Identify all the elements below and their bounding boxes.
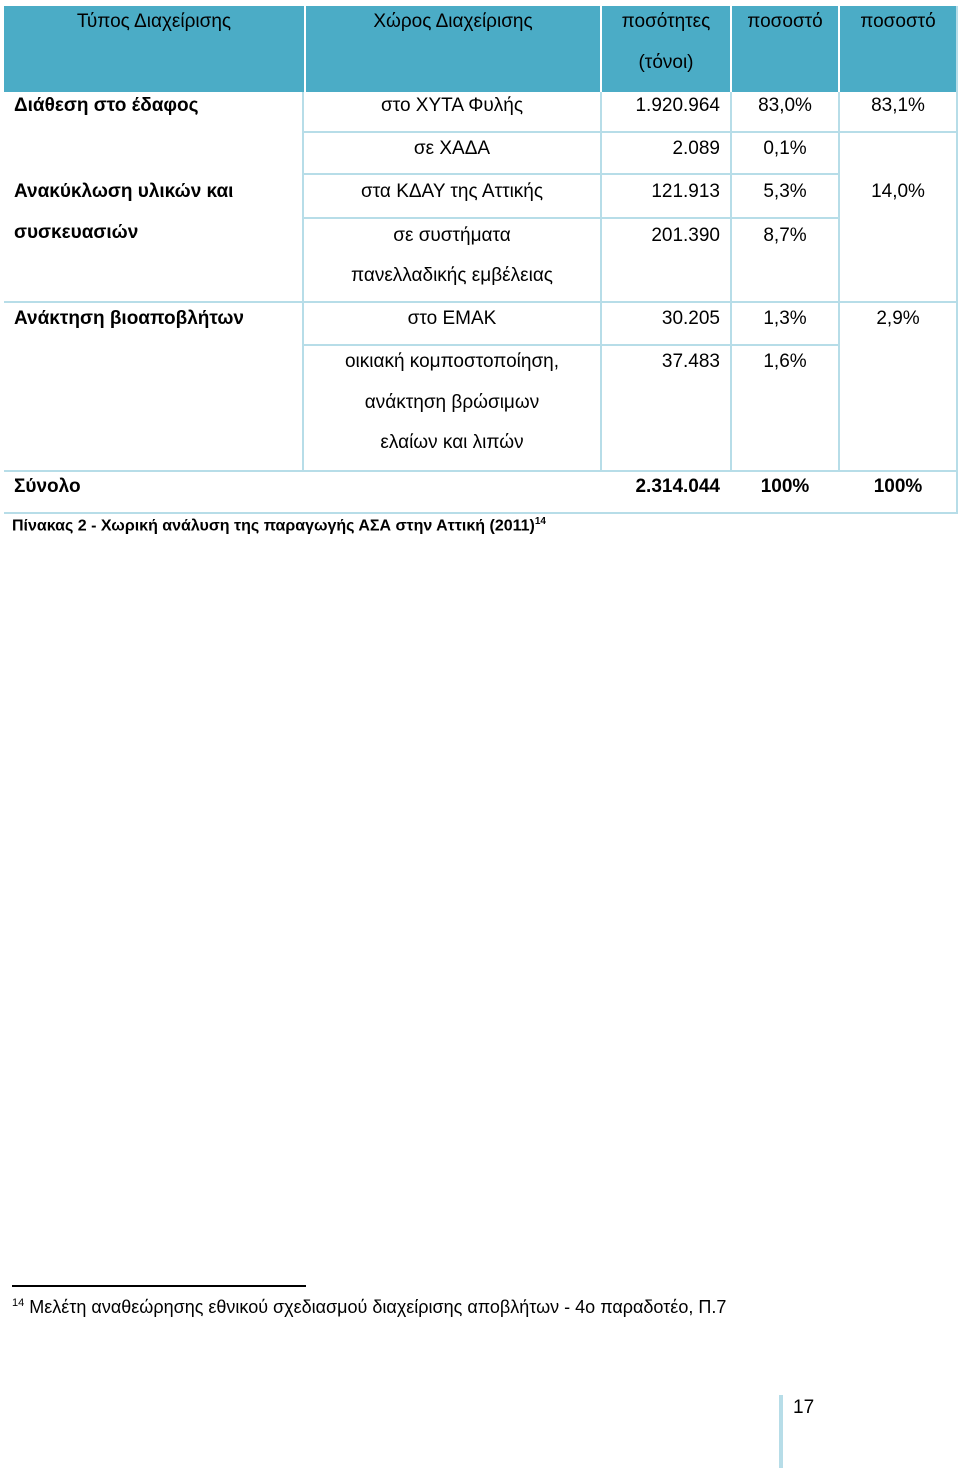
row-divider [304, 131, 958, 133]
table-bottom-border [4, 512, 958, 514]
cell-qty: 2.089 [672, 138, 720, 159]
row-divider [4, 301, 958, 303]
cell-type: Ανακύκλωση υλικών και [14, 181, 234, 202]
column-divider [838, 92, 840, 472]
header-qty: ποσότητες [621, 11, 711, 32]
cell-place: στο ΕΜΑΚ [407, 308, 497, 329]
cell-place: στα ΚΔΑΥ της Αττικής [360, 181, 544, 202]
cell-pct: 8,7% [763, 225, 807, 246]
cell-qty: 1.920.964 [635, 95, 720, 116]
cell-group-pct: 83,1% [871, 95, 925, 116]
cell-place-continued: ανάκτηση βρώσιμων [364, 392, 540, 413]
table-right-border [956, 6, 958, 514]
table-caption [12, 516, 546, 535]
cell-pct: 0,1% [763, 138, 807, 159]
cell-qty: 30.205 [661, 308, 720, 329]
cell-place-continued: πανελλαδικής εμβέλειας [351, 265, 553, 286]
total-pct: 100% [760, 476, 810, 497]
footnote [12, 1297, 726, 1318]
footnote-separator [12, 1285, 306, 1287]
cell-type-continued: συσκευασιών [14, 222, 139, 243]
cell-place: σε συστήματα [393, 225, 511, 246]
footnote-number: 14 [12, 1297, 25, 1309]
page-number: 17 [793, 1397, 815, 1418]
cell-pct: 1,3% [763, 308, 807, 329]
total-group-pct: 100% [873, 476, 923, 497]
page-number-bar [779, 1395, 783, 1468]
cell-place-continued: ελαίων και λιπών [380, 432, 524, 453]
cell-type: Ανάκτηση βιοαποβλήτων [14, 308, 244, 329]
header-qty-unit: (τόνοι) [638, 52, 694, 73]
header-pct1: ποσοστό [747, 11, 823, 32]
row-divider [304, 173, 840, 175]
row-divider [304, 217, 840, 219]
footnote-text: Μελέτη αναθεώρησης εθνικού σχεδιασμού διαχείρισης αποβλήτων - 4ο παραδοτέο, Π.7 [29, 1297, 727, 1317]
header-type: Τύπος Διαχείρισης [76, 11, 232, 32]
cell-place: οικιακή κομποστοποίηση, [344, 351, 560, 372]
cell-group-pct: 2,9% [876, 308, 920, 329]
cell-pct: 1,6% [763, 351, 807, 372]
cell-qty: 37.483 [661, 351, 720, 372]
footnote-reference: 14 [534, 516, 546, 527]
total-qty: 2.314.044 [635, 476, 720, 497]
total-label: Σύνολο [14, 476, 81, 497]
row-divider [304, 344, 840, 346]
cell-pct: 5,3% [763, 181, 807, 202]
header-place: Χώρος Διαχείρισης [373, 11, 533, 32]
row-divider [4, 470, 958, 472]
cell-group-pct: 14,0% [871, 181, 925, 202]
header-pct2: ποσοστό [860, 11, 936, 32]
table-caption-text: Πίνακας 2 - Χωρική ανάλυση της παραγωγής ΑΣΑ στην Αττική (2011) [12, 517, 535, 535]
cell-pct: 83,0% [758, 95, 812, 116]
cell-qty: 121.913 [651, 181, 720, 202]
cell-qty: 201.390 [651, 225, 720, 246]
cell-type: Διάθεση στο έδαφος [14, 95, 199, 116]
cell-place: στο ΧΥΤΑ Φυλής [380, 95, 524, 116]
cell-place: σε ΧΑΔΑ [413, 138, 491, 159]
